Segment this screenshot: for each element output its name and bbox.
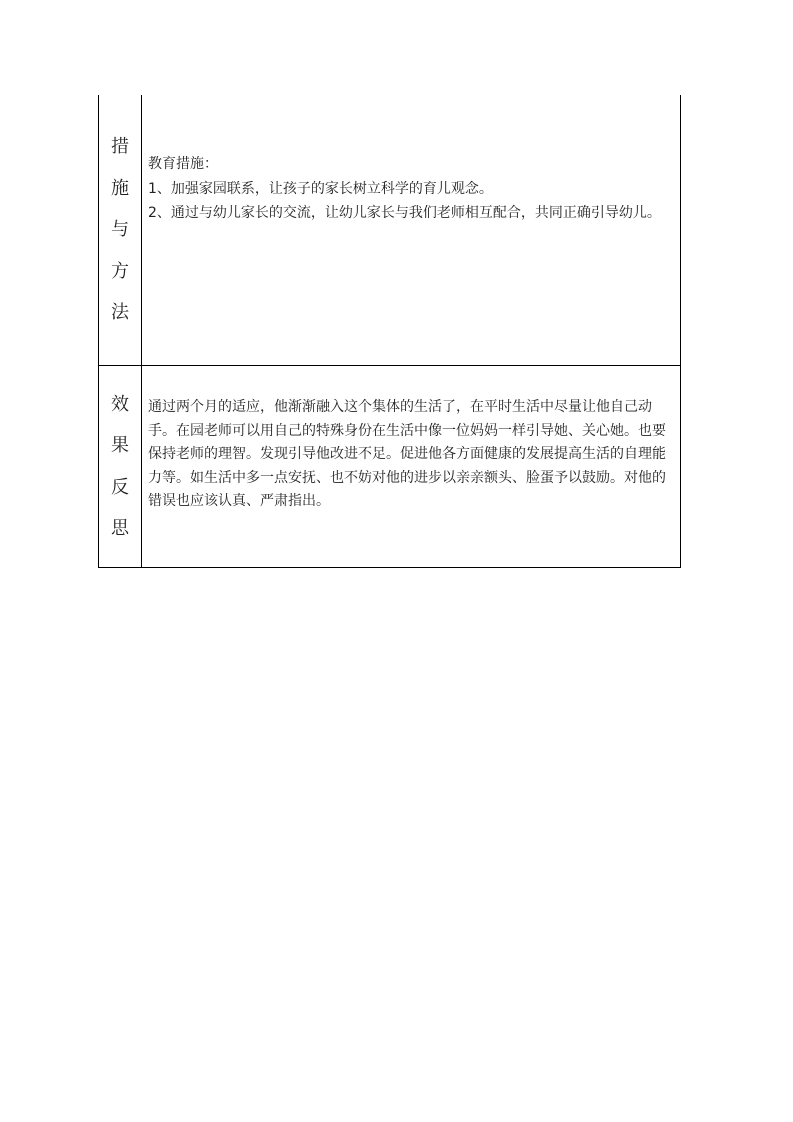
- label-char: 思: [111, 518, 129, 539]
- label-char: 效: [111, 393, 129, 415]
- measures-row: [99, 95, 681, 366]
- reflection-label-cell: [99, 366, 142, 568]
- label-char: 果: [111, 435, 129, 456]
- reflection-text: 通过两个月的适应，他渐渐融入这个集体的生活了，在平时生活中尽量让他自己动手。在园老师可以用自己的特殊身份在生活中像一位妈妈一样引导她、关心她。也要保持老师的理智。发现引导他改进不足。促进他各方面健康的发展提高生活的自理能力等。如生活中多一点安抚、也不妨对他的进步以亲亲额头、脸蛋予以鼓励。对他的错误也应该认真、严肃指出。: [148, 399, 666, 509]
- reflection-row: [99, 366, 681, 568]
- label-char: 反: [111, 476, 129, 498]
- label-char: 法: [111, 302, 129, 324]
- reflection-label: [99, 384, 141, 550]
- label-char: 与: [111, 219, 129, 241]
- measures-heading: 教育措施：: [148, 156, 218, 172]
- measures-label-cell: [99, 95, 142, 366]
- measures-label: [99, 126, 141, 334]
- label-char: 措: [111, 136, 129, 158]
- reflection-content-cell: [142, 366, 681, 568]
- measures-content-cell: [142, 95, 681, 366]
- label-char: 方: [111, 260, 129, 282]
- document-table: [98, 95, 681, 568]
- label-char: 施: [111, 177, 129, 199]
- measures-item: 2、通过与幼儿家长的交流，让幼儿家长与我们老师相互配合，共同正确引导幼儿。: [148, 205, 661, 221]
- measures-item: 1、加强家园联系，让孩子的家长树立科学的育儿观念。: [148, 180, 493, 197]
